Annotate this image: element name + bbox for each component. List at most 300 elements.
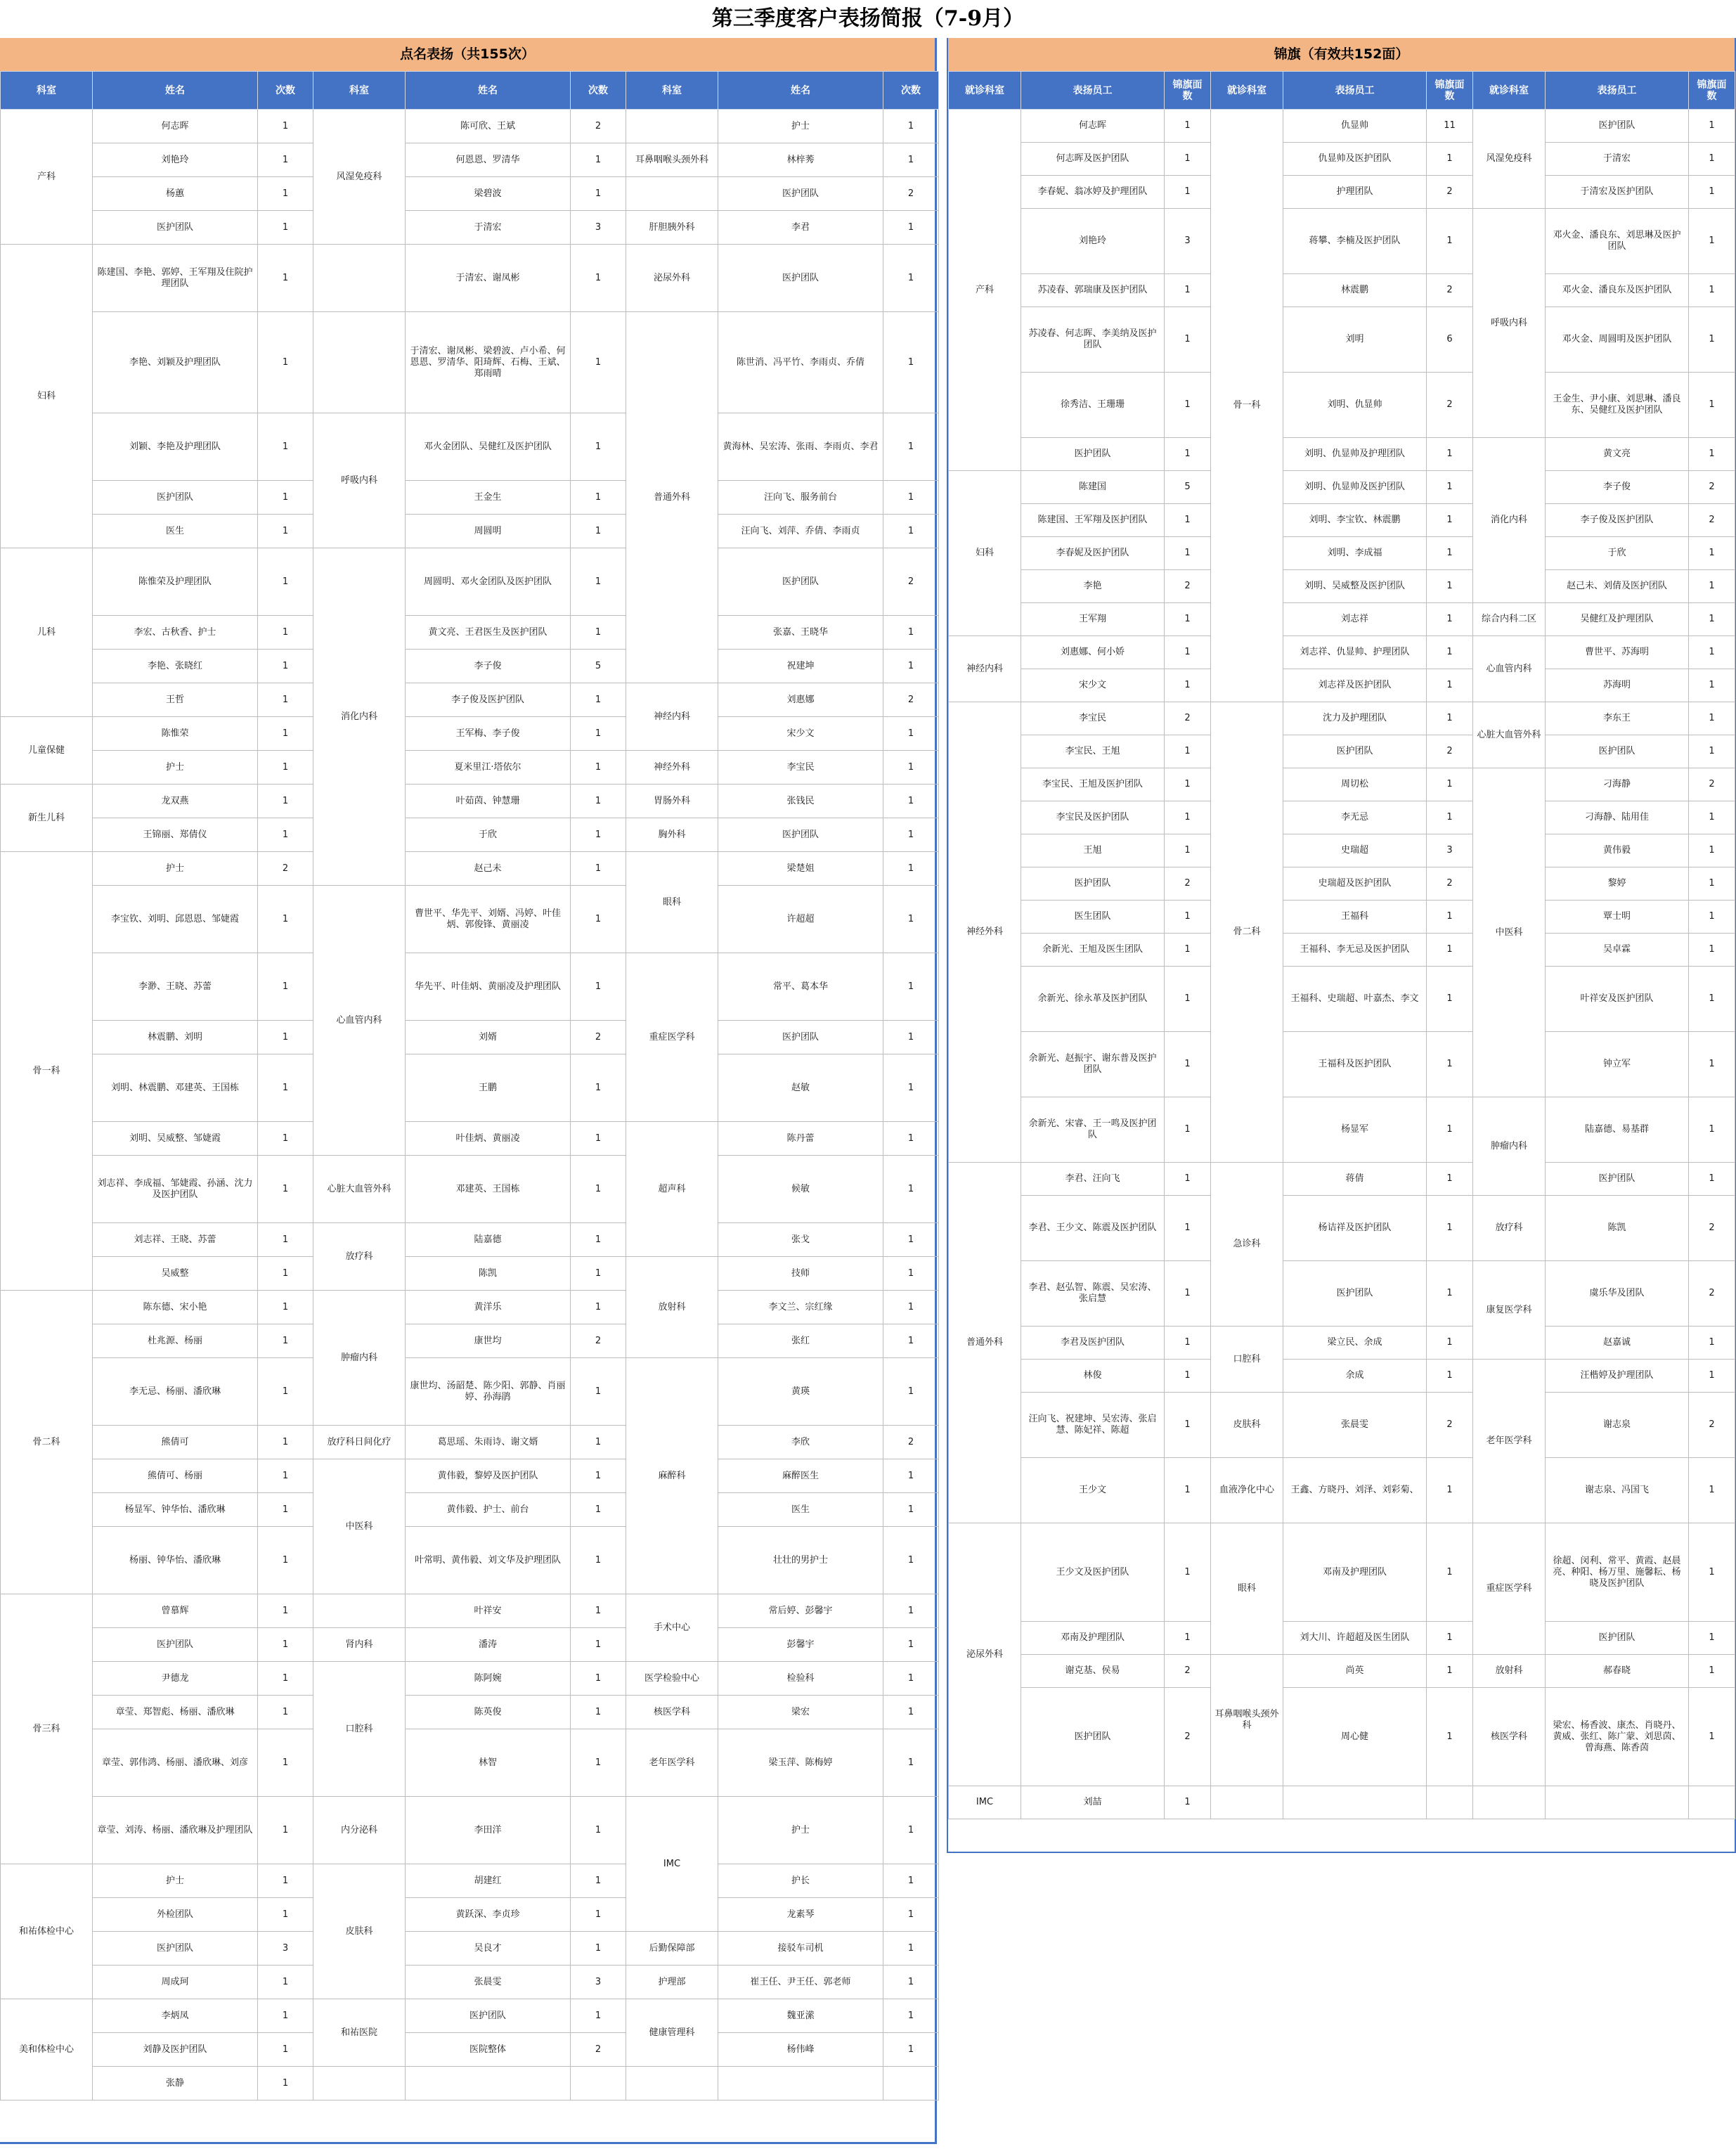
table-row — [949, 1786, 1735, 1819]
count-cell: 1 — [571, 1628, 626, 1662]
staff-name-cell: 李艳、刘颖及护理团队 — [93, 312, 258, 413]
staff-name-cell: 候敏 — [718, 1156, 883, 1223]
dept-cell: 护理部 — [626, 1966, 718, 1999]
staff-name-cell: 刘大川、许超超及医生团队 — [1283, 1622, 1427, 1655]
table-row — [949, 274, 1735, 307]
dept-cell: 呼吸内科 — [313, 413, 406, 548]
dept-cell: 中医科 — [1473, 768, 1546, 1097]
staff-name-cell: 祝建坤 — [718, 650, 883, 683]
dept-cell: 口腔科 — [313, 1662, 406, 1797]
count-cell: 2 — [1427, 373, 1473, 438]
dept-cell: 康复医学科 — [1473, 1261, 1546, 1360]
count-cell: 1 — [258, 650, 313, 683]
count-cell — [1689, 1786, 1735, 1819]
count-cell: 1 — [571, 1797, 626, 1864]
staff-name-cell: 熊倩可 — [93, 1426, 258, 1459]
count-cell: 1 — [1165, 901, 1211, 934]
dept-cell: 老年医学科 — [1473, 1360, 1546, 1523]
staff-name-cell: 黄文亮 — [1546, 438, 1689, 471]
staff-name-cell: 仇显帅及医护团队 — [1283, 143, 1427, 176]
staff-name-cell: 刘惠娜 — [718, 683, 883, 717]
dept-cell: 皮肤科 — [1211, 1393, 1283, 1458]
staff-name-cell: 李君、赵弘智、陈震、吴宏涛、张启慧 — [1021, 1261, 1165, 1327]
table-row — [949, 1327, 1735, 1360]
count-cell: 1 — [1165, 537, 1211, 570]
dept-cell — [626, 177, 718, 211]
count-cell: 5 — [571, 650, 626, 683]
count-cell: 1 — [571, 953, 626, 1021]
count-cell: 1 — [1427, 471, 1473, 504]
dept-cell: 新生儿科 — [1, 785, 93, 852]
dept-cell: 内分泌科 — [313, 1797, 406, 1864]
staff-name-cell: 章莹、郭伟鸿、杨丽、潘欣琳、刘彦 — [93, 1729, 258, 1797]
count-cell: 1 — [1689, 176, 1735, 209]
staff-name-cell: 护士 — [93, 852, 258, 886]
staff-name-cell: 张钱民 — [718, 785, 883, 818]
staff-name-cell: 周心健 — [1283, 1688, 1427, 1786]
table-row — [1, 1324, 939, 1358]
staff-name-cell: 刘静及医护团队 — [93, 2033, 258, 2067]
table-row — [949, 1688, 1735, 1786]
count-cell: 1 — [258, 1324, 313, 1358]
dept-cell: 眼科 — [1211, 1523, 1283, 1655]
table-row — [949, 537, 1735, 570]
staff-name-cell: 钟立军 — [1546, 1032, 1689, 1097]
table-row — [949, 735, 1735, 768]
staff-name-cell: 李田洋 — [406, 1797, 571, 1864]
dept-cell: 风湿免疫科 — [313, 110, 406, 245]
table-row — [949, 110, 1735, 143]
count-cell: 1 — [883, 515, 939, 548]
table-row — [949, 176, 1735, 209]
table-row — [1, 1223, 939, 1257]
count-cell: 1 — [1165, 1196, 1211, 1261]
dept-cell: 心血管内科 — [1473, 636, 1546, 702]
dept-cell: 血液净化中心 — [1211, 1458, 1283, 1523]
dept-cell: 重症医学科 — [626, 953, 718, 1122]
staff-name-cell: 曹世平、苏海明 — [1546, 636, 1689, 669]
count-cell: 1 — [1427, 1655, 1473, 1688]
count-cell: 1 — [1165, 373, 1211, 438]
staff-name-cell: 医生 — [93, 515, 258, 548]
banner-table — [948, 71, 1735, 1819]
table-row — [1, 616, 939, 650]
table-row — [949, 702, 1735, 735]
staff-name-cell: 李春妮、翁冰婷及护理团队 — [1021, 176, 1165, 209]
count-cell: 1 — [571, 1156, 626, 1223]
count-cell: 1 — [258, 515, 313, 548]
staff-name-cell: 刘明、仇显帅及护理团队 — [1283, 438, 1427, 471]
count-cell: 1 — [883, 481, 939, 515]
count-cell: 1 — [258, 1122, 313, 1156]
staff-name-cell: 李文兰、宗红缘 — [718, 1291, 883, 1324]
staff-name-cell: 黎婷 — [1546, 867, 1689, 901]
count-cell: 1 — [883, 1932, 939, 1966]
staff-name-cell: 于清宏、谢凤彬 — [406, 245, 571, 312]
table-row — [949, 934, 1735, 967]
count-cell: 1 — [1689, 570, 1735, 603]
table-row — [1, 1797, 939, 1864]
count-cell: 3 — [571, 211, 626, 245]
table-row — [1, 2067, 939, 2100]
staff-name-cell: 梁宏、杨香波、康杰、肖晓丹、黄威、张红、陈广蒙、刘思茵、曾海燕、陈香茵 — [1546, 1688, 1689, 1786]
count-cell: 1 — [571, 818, 626, 852]
count-cell: 1 — [1165, 1327, 1211, 1360]
table-row — [949, 307, 1735, 373]
count-cell: 1 — [571, 1358, 626, 1426]
staff-name-cell: 陈可欣、王斌 — [406, 110, 571, 143]
count-cell: 1 — [1165, 967, 1211, 1032]
dept-cell: 心血管内科 — [313, 886, 406, 1156]
staff-name-cell: 张戈 — [718, 1223, 883, 1257]
staff-name-cell: 李欣 — [718, 1426, 883, 1459]
count-cell: 1 — [1427, 636, 1473, 669]
dept-cell — [626, 2067, 718, 2100]
count-cell: 1 — [1165, 1786, 1211, 1819]
count-cell: 1 — [1427, 143, 1473, 176]
staff-name-cell: 刘明 — [1283, 307, 1427, 373]
count-cell: 1 — [571, 1527, 626, 1594]
staff-name-cell — [1546, 1786, 1689, 1819]
dept-cell: 超声科 — [626, 1122, 718, 1257]
count-cell: 2 — [571, 2033, 626, 2067]
staff-name-cell: 曾慕辉 — [93, 1594, 258, 1628]
count-cell: 2 — [1165, 1688, 1211, 1786]
staff-name-cell: 李艳 — [1021, 570, 1165, 603]
table-row — [1, 312, 939, 413]
staff-name-cell: 何志晖 — [1021, 110, 1165, 143]
count-cell: 1 — [1427, 801, 1473, 834]
count-cell: 1 — [1689, 209, 1735, 274]
staff-name-cell: 王哲 — [93, 683, 258, 717]
dept-cell: 产科 — [1, 110, 93, 245]
table-row — [949, 636, 1735, 669]
staff-name-cell: 李君、汪向飞 — [1021, 1163, 1165, 1196]
staff-name-cell: 梁立民、余成 — [1283, 1327, 1427, 1360]
count-cell: 3 — [571, 1966, 626, 1999]
staff-name-cell: 林震鹏、刘明 — [93, 1021, 258, 1054]
count-cell: 5 — [1165, 471, 1211, 504]
count-cell: 1 — [258, 818, 313, 852]
count-cell: 2 — [571, 110, 626, 143]
count-cell: 2 — [571, 1021, 626, 1054]
staff-name-cell: 刘艳玲 — [1021, 209, 1165, 274]
count-cell: 1 — [571, 515, 626, 548]
staff-name-cell: 谢志泉 — [1546, 1393, 1689, 1458]
staff-name-cell: 史瑞超 — [1283, 834, 1427, 867]
table-row — [1, 2033, 939, 2067]
table-row — [1, 1864, 939, 1898]
count-cell: 1 — [883, 886, 939, 953]
staff-name-cell: 苏凌春、郭瑞康及医护团队 — [1021, 274, 1165, 307]
staff-name-cell: 李子俊及医护团队 — [1546, 504, 1689, 537]
staff-name-cell: 吴健红及护理团队 — [1546, 603, 1689, 636]
staff-name-cell: 王福科及医护团队 — [1283, 1032, 1427, 1097]
column-header: 表扬员工 — [1546, 72, 1689, 110]
staff-name-cell: 王军梅、李子俊 — [406, 717, 571, 751]
staff-name-cell: 汪向飞、服务前台 — [718, 481, 883, 515]
count-cell: 1 — [1427, 1097, 1473, 1163]
count-cell: 1 — [1689, 967, 1735, 1032]
staff-name-cell: 陆嘉德 — [406, 1223, 571, 1257]
count-cell: 1 — [571, 1662, 626, 1696]
count-cell: 1 — [571, 1999, 626, 2033]
count-cell: 1 — [1427, 669, 1473, 702]
dept-cell: 口腔科 — [1211, 1327, 1283, 1393]
count-cell: 1 — [883, 1594, 939, 1628]
staff-name-cell: 陆嘉德、易基群 — [1546, 1097, 1689, 1163]
dept-cell: 肿瘤内科 — [313, 1291, 406, 1426]
count-cell: 1 — [883, 312, 939, 413]
count-cell: 1 — [258, 1999, 313, 2033]
count-cell: 1 — [1427, 1622, 1473, 1655]
staff-name-cell: 李宝民及医护团队 — [1021, 801, 1165, 834]
staff-name-cell: 于欣 — [406, 818, 571, 852]
staff-name-cell: 汪向飞、祝建坤、吴宏涛、张启慧、陈妃祥、陈超 — [1021, 1393, 1165, 1458]
staff-name-cell: 护士 — [718, 1797, 883, 1864]
staff-name-cell: 王福科 — [1283, 901, 1427, 934]
staff-name-cell: 叶祥安 — [406, 1594, 571, 1628]
count-cell: 1 — [258, 110, 313, 143]
staff-name-cell: 魏亚潆 — [718, 1999, 883, 2033]
staff-name-cell: 赵己未、刘倩及医护团队 — [1546, 570, 1689, 603]
table-row — [1, 1932, 939, 1966]
staff-name-cell: 医护团队 — [1021, 438, 1165, 471]
staff-name-cell: 李东王 — [1546, 702, 1689, 735]
table-row — [949, 1261, 1735, 1327]
staff-name-cell: 郝春晓 — [1546, 1655, 1689, 1688]
count-cell: 1 — [883, 245, 939, 312]
count-cell: 1 — [1689, 1032, 1735, 1097]
count-cell — [1427, 1786, 1473, 1819]
staff-name-cell: 周成珂 — [93, 1966, 258, 1999]
count-cell: 1 — [1427, 1032, 1473, 1097]
staff-name-cell: 医护团队 — [406, 1999, 571, 2033]
staff-name-cell: 何志晖 — [93, 110, 258, 143]
staff-name-cell: 王旭 — [1021, 834, 1165, 867]
staff-name-cell: 张嘉、王晓华 — [718, 616, 883, 650]
count-cell: 2 — [1689, 1393, 1735, 1458]
column-header: 科室 — [313, 72, 406, 110]
dept-cell: 肝胆胰外科 — [626, 211, 718, 245]
dept-cell: 消化内科 — [313, 548, 406, 886]
staff-name-cell: 陈世消、冯平竹、李雨贞、乔倩 — [718, 312, 883, 413]
dept-cell: 泌尿外科 — [626, 245, 718, 312]
count-cell: 1 — [1689, 537, 1735, 570]
staff-name-cell: 李无忌、杨丽、潘欣琳 — [93, 1358, 258, 1426]
count-cell: 1 — [258, 1291, 313, 1324]
count-cell: 1 — [258, 1594, 313, 1628]
table-row — [1, 1898, 939, 1932]
count-cell: 1 — [571, 785, 626, 818]
dept-cell: 产科 — [949, 110, 1021, 471]
dept-cell: 妇科 — [1, 245, 93, 548]
staff-name-cell: 杜兆源、杨丽 — [93, 1324, 258, 1358]
staff-name-cell: 李子俊 — [1546, 471, 1689, 504]
staff-name-cell: 谢志泉、冯国飞 — [1546, 1458, 1689, 1523]
dept-cell: 胃肠外科 — [626, 785, 718, 818]
table-row — [949, 603, 1735, 636]
staff-name-cell: 医生团队 — [1021, 901, 1165, 934]
count-cell: 1 — [1689, 702, 1735, 735]
staff-name-cell — [406, 2067, 571, 2100]
count-cell: 1 — [883, 1999, 939, 2033]
staff-name-cell: 黄文亮、王君医生及医护团队 — [406, 616, 571, 650]
table-row — [1, 548, 939, 616]
count-cell: 1 — [571, 1122, 626, 1156]
table-row — [949, 1163, 1735, 1196]
staff-name-cell: 王金生 — [406, 481, 571, 515]
table-row — [949, 1360, 1735, 1393]
staff-name-cell: 周圆明 — [406, 515, 571, 548]
staff-name-cell: 刁海静 — [1546, 768, 1689, 801]
count-cell: 1 — [258, 1358, 313, 1426]
staff-name-cell: 检验科 — [718, 1662, 883, 1696]
count-cell: 1 — [1165, 1393, 1211, 1458]
staff-name-cell: 刘惠娜、何小娇 — [1021, 636, 1165, 669]
staff-name-cell: 李宝民、王旭 — [1021, 735, 1165, 768]
dept-cell: 耳鼻咽喉头颈外科 — [1211, 1655, 1283, 1786]
count-cell: 2 — [883, 177, 939, 211]
staff-name-cell: 余新光、徐永革及医护团队 — [1021, 967, 1165, 1032]
count-cell: 1 — [1165, 669, 1211, 702]
staff-name-cell: 刘艳玲 — [93, 143, 258, 177]
staff-name-cell: 医护团队 — [718, 177, 883, 211]
staff-name-cell: 刘婿 — [406, 1021, 571, 1054]
staff-name-cell: 叶祥安及医护团队 — [1546, 967, 1689, 1032]
staff-name-cell: 刁海静、陆用佳 — [1546, 801, 1689, 834]
table-row — [1, 751, 939, 785]
dept-cell: 肾内科 — [313, 1628, 406, 1662]
table-row — [1, 1426, 939, 1459]
dept-cell: 核医学科 — [626, 1696, 718, 1729]
count-cell: 1 — [1165, 110, 1211, 143]
count-cell: 1 — [1689, 143, 1735, 176]
dept-cell: IMC — [949, 1786, 1021, 1819]
staff-name-cell: 医护团队 — [93, 211, 258, 245]
staff-name-cell: 邓建英、王国栋 — [406, 1156, 571, 1223]
staff-name-cell: 陈建国 — [1021, 471, 1165, 504]
staff-name-cell: 沈力及护理团队 — [1283, 702, 1427, 735]
count-cell: 1 — [883, 818, 939, 852]
table-row — [1, 177, 939, 211]
count-cell: 1 — [1165, 1163, 1211, 1196]
table-row — [1, 1594, 939, 1628]
count-cell: 2 — [1689, 1261, 1735, 1327]
staff-name-cell: 医护团队 — [1546, 735, 1689, 768]
count-cell: 1 — [571, 143, 626, 177]
dept-cell: 风湿免疫科 — [1473, 110, 1546, 209]
count-cell: 1 — [571, 683, 626, 717]
dept-cell: 放疗科 — [313, 1223, 406, 1291]
count-cell: 1 — [1165, 1458, 1211, 1523]
dept-cell — [1211, 1786, 1283, 1819]
staff-name-cell: 葛思瑶、朱雨诗、谢文婿 — [406, 1426, 571, 1459]
staff-name-cell: 护士 — [93, 1864, 258, 1898]
column-header: 科室 — [1, 72, 93, 110]
count-cell: 1 — [1427, 1523, 1473, 1622]
table-row — [1, 1122, 939, 1156]
count-cell: 1 — [258, 548, 313, 616]
count-cell: 1 — [571, 1054, 626, 1122]
staff-name-cell: 医护团队 — [718, 1021, 883, 1054]
table-row — [1, 1493, 939, 1527]
column-header: 就诊科室 — [1211, 72, 1283, 110]
staff-name-cell: 蒋攀、李楠及医护团队 — [1283, 209, 1427, 274]
count-cell: 1 — [258, 1797, 313, 1864]
staff-name-cell: 夏米里江·塔依尔 — [406, 751, 571, 785]
staff-name-cell: 麻醉医生 — [718, 1459, 883, 1493]
count-cell: 1 — [883, 2033, 939, 2067]
count-cell: 2 — [1165, 570, 1211, 603]
staff-name-cell: 刘明、林震鹏、邓建英、王国栋 — [93, 1054, 258, 1122]
banner-header-row — [949, 72, 1735, 110]
count-cell: 1 — [1427, 1163, 1473, 1196]
staff-name-cell: 常平、葛本华 — [718, 953, 883, 1021]
count-cell: 1 — [1427, 209, 1473, 274]
dept-cell — [313, 2067, 406, 2100]
staff-name-cell: 于清宏及医护团队 — [1546, 176, 1689, 209]
count-cell: 2 — [1689, 768, 1735, 801]
staff-name-cell: 医院整体 — [406, 2033, 571, 2067]
count-cell: 1 — [258, 1729, 313, 1797]
dept-cell — [313, 245, 406, 312]
dept-cell — [1473, 1786, 1546, 1819]
staff-name-cell: 章莹、郑智彪、杨丽、潘欣琳 — [93, 1696, 258, 1729]
table-row — [949, 834, 1735, 867]
count-cell: 1 — [258, 1966, 313, 1999]
staff-name-cell: 吴良才 — [406, 1932, 571, 1966]
staff-name-cell: 苏凌春、何志晖、李美纳及医护团队 — [1021, 307, 1165, 373]
staff-name-cell: 王少文 — [1021, 1458, 1165, 1523]
staff-name-cell: 陈惟荣 — [93, 717, 258, 751]
table-row — [949, 867, 1735, 901]
staff-name-cell: 黄瑛 — [718, 1358, 883, 1426]
count-cell: 1 — [258, 1054, 313, 1122]
staff-name-cell: 护士 — [718, 110, 883, 143]
count-cell: 6 — [1427, 307, 1473, 373]
staff-name-cell: 外检团队 — [93, 1898, 258, 1932]
staff-name-cell: 曹世平、华先平、刘婿、冯婷、叶佳炳、郭俊锋、黄丽凌 — [406, 886, 571, 953]
dept-cell: 消化内科 — [1473, 438, 1546, 603]
count-cell: 1 — [1427, 1688, 1473, 1786]
staff-name-cell: 赵嘉诚 — [1546, 1327, 1689, 1360]
count-cell: 1 — [1689, 901, 1735, 934]
staff-name-cell: 黄伟毅 — [1546, 834, 1689, 867]
count-cell: 1 — [1689, 438, 1735, 471]
staff-name-cell: 李宝钦、刘明、邱恩恩、邹婕霞 — [93, 886, 258, 953]
count-cell: 1 — [1165, 735, 1211, 768]
count-cell: 1 — [1165, 1523, 1211, 1622]
column-header: 就诊科室 — [949, 72, 1021, 110]
dept-cell: 泌尿外科 — [949, 1523, 1021, 1786]
staff-name-cell: 刘颖、李艳及护理团队 — [93, 413, 258, 481]
count-cell: 1 — [1165, 636, 1211, 669]
count-cell: 1 — [571, 1864, 626, 1898]
table-row — [1, 1696, 939, 1729]
count-cell: 1 — [883, 110, 939, 143]
staff-name-cell: 陈惟荣及护理团队 — [93, 548, 258, 616]
table-row — [1, 650, 939, 683]
staff-name-cell: 余新光、宋睿、王一鸣及医护团队 — [1021, 1097, 1165, 1163]
staff-name-cell: 余新光、王旭及医生团队 — [1021, 934, 1165, 967]
staff-name-cell: 刘志祥、仇显帅、护理团队 — [1283, 636, 1427, 669]
staff-name-cell: 护理团队 — [1283, 176, 1427, 209]
count-cell: 1 — [258, 785, 313, 818]
count-cell: 1 — [258, 143, 313, 177]
table-row — [949, 1196, 1735, 1261]
page-title: 第三季度客户表扬简报（7-9月） — [711, 6, 1025, 31]
